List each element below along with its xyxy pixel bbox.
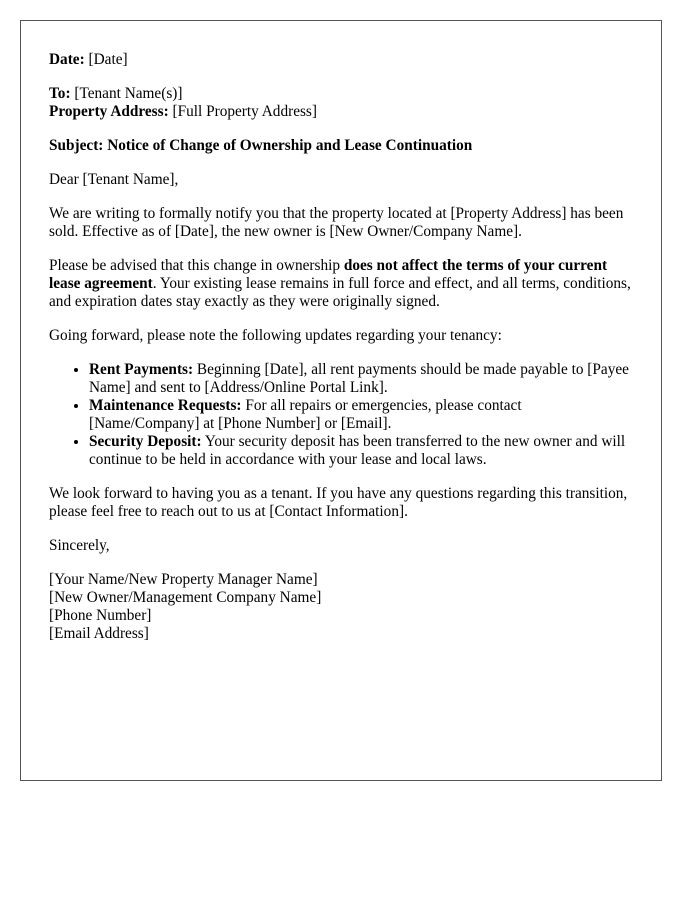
updates-list — [49, 361, 633, 469]
recipient-block — [49, 85, 633, 121]
maintenance-requests-label: Maintenance Requests: — [89, 397, 242, 414]
lease-terms-end: . Your existing lease remains in full force and effect, and all terms, conditions, and expiration dates stay exactly as they were originally signed. — [49, 275, 631, 310]
date-value: [Date] — [88, 51, 128, 68]
property-address-line — [49, 103, 633, 121]
letter-page — [20, 20, 662, 781]
paragraph-lease-terms — [49, 257, 633, 311]
subject-line — [49, 137, 633, 155]
subject-text: Subject: Notice of Change of Ownership and Lease Continuation — [49, 137, 473, 154]
list-item-security-deposit — [89, 433, 633, 469]
property-address-value: [Full Property Address] — [172, 103, 317, 120]
list-item-maintenance-requests — [89, 397, 633, 433]
to-value: [Tenant Name(s)] — [74, 85, 183, 102]
maintenance-requests-text: For all repairs or emergencies, please contact [Name/Company] at [Phone Number] or [Email]. — [89, 397, 522, 432]
list-item-rent-payments — [89, 361, 633, 397]
sender-phone: [Phone Number] — [49, 607, 152, 624]
sender-company: [New Owner/Management Company Name] — [49, 589, 322, 606]
rent-payments-label: Rent Payments: — [89, 361, 194, 378]
paragraph-updates-intro: Going forward, please note the following updates regarding your tenancy: — [49, 327, 502, 344]
signoff: Sincerely, — [49, 537, 110, 554]
security-deposit-label: Security Deposit: — [89, 433, 202, 450]
lease-terms-emphasis: does not affect the terms of your current lease agreement — [49, 257, 608, 292]
date-label: Date: — [49, 51, 85, 68]
to-label: To: — [49, 85, 71, 102]
signature-block — [49, 571, 633, 643]
salutation: Dear [Tenant Name], — [49, 171, 179, 188]
sender-name: [Your Name/New Property Manager Name] — [49, 571, 318, 588]
lease-terms-start: Please be advised that this change in ownership — [49, 257, 344, 274]
paragraph-closing-remarks: We look forward to having you as a tenant. If you have any questions regarding this transition, please feel free to reach out to us at [Contact Information]. — [49, 485, 628, 520]
rent-payments-text: Beginning [Date], all rent payments should be made payable to [Payee Name] and sent to [Address/Online Portal Link]. — [89, 361, 629, 396]
to-line — [49, 85, 633, 103]
security-deposit-text: Your security deposit has been transferred to the new owner and will continue to be held in accordance with your lease and local laws. — [89, 433, 626, 468]
property-address-label: Property Address: — [49, 103, 169, 120]
date-line — [49, 51, 633, 69]
sender-email: [Email Address] — [49, 625, 149, 642]
paragraph-sale-notice: We are writing to formally notify you that the property located at [Property Address] has been sold. Effective as of [Date], the new owner is [New Owner/Company Name]. — [49, 205, 624, 240]
